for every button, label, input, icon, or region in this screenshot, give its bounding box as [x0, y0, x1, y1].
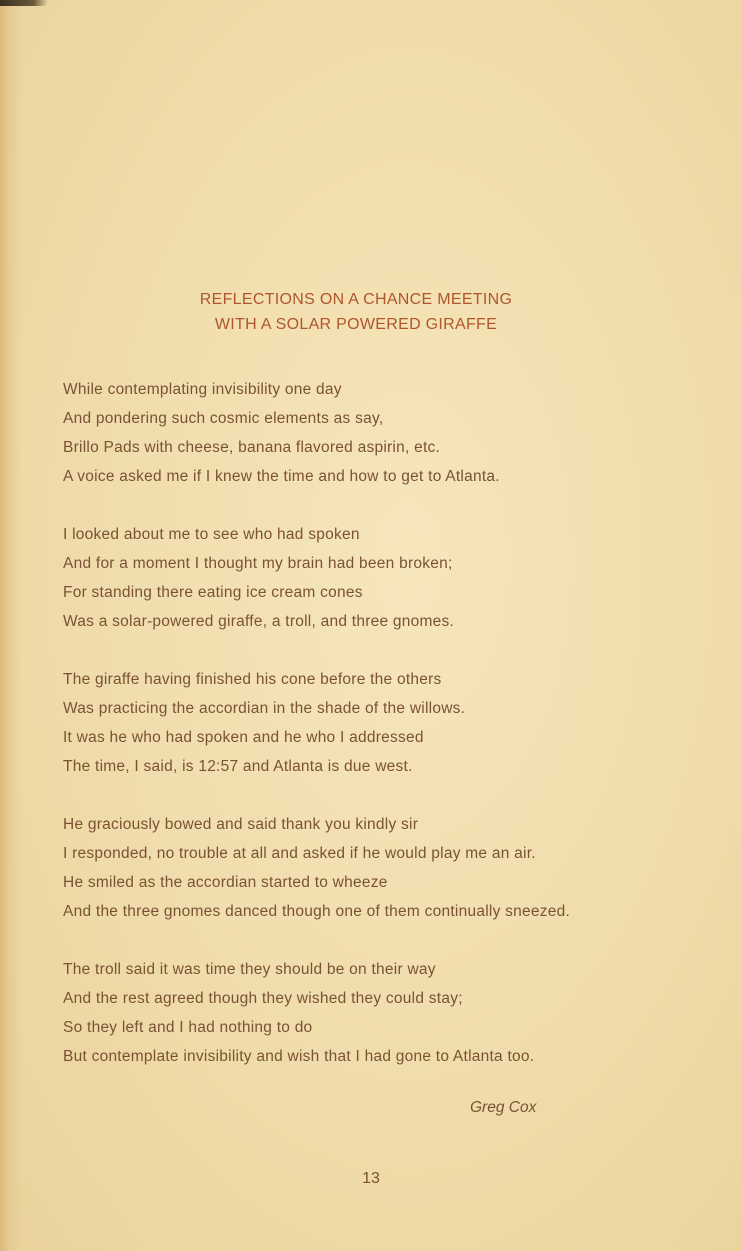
poem-line: And pondering such cosmic elements as say,: [63, 410, 384, 427]
page-edge-shadow: [0, 0, 22, 1251]
poem-line: And the three gnomes danced though one of them continually sneezed.: [63, 903, 571, 920]
poem-line: A voice asked me if I knew the time and how to get to Atlanta.: [63, 468, 500, 485]
poem-line: So they left and I had nothing to do: [63, 1019, 313, 1036]
poem-line: But contemplate invisibility and wish that I had gone to Atlanta too.: [63, 1048, 535, 1065]
poem-line: And the rest agreed though they wished they could stay;: [63, 990, 463, 1007]
poem-title: [0, 287, 712, 337]
poem-line: He graciously bowed and said thank you kindly sir: [63, 816, 419, 833]
poem-line: I looked about me to see who had spoken: [63, 526, 360, 543]
poem-line: It was he who had spoken and he who I addressed: [63, 729, 424, 746]
stanza-1: [63, 375, 703, 491]
poem-line: Brillo Pads with cheese, banana flavored aspirin, etc.: [63, 439, 441, 456]
poem-author: Greg Cox: [470, 1099, 537, 1116]
corner-mark: [0, 0, 48, 6]
poem-title-line-2: WITH A SOLAR POWERED GIRAFFE: [214, 316, 498, 333]
poem-line: The time, I said, is 12:57 and Atlanta is due west.: [63, 758, 413, 775]
poem-line: For standing there eating ice cream cones: [63, 584, 363, 601]
stanza-2: [63, 520, 703, 636]
poem-line: The giraffe having finished his cone before the others: [63, 671, 442, 688]
poem-line: While contemplating invisibility one day: [63, 381, 342, 398]
stanza-5: [63, 955, 703, 1071]
poem-line: The troll said it was time they should be on their way: [63, 961, 436, 978]
poem-line: He smiled as the accordian started to wheeze: [63, 874, 388, 891]
stanza-4: [63, 810, 703, 926]
poem-body: [63, 375, 703, 1100]
poem-title-line-1: REFLECTIONS ON A CHANCE MEETING: [199, 291, 513, 308]
stanza-3: [63, 665, 703, 781]
poem-line: And for a moment I thought my brain had been broken;: [63, 555, 453, 572]
poem-line: I responded, no trouble at all and asked if he would play me an air.: [63, 845, 536, 862]
page-number: 13: [362, 1170, 380, 1187]
poem-line: Was a solar-powered giraffe, a troll, and three gnomes.: [63, 613, 455, 630]
poem-line: Was practicing the accordian in the shade of the willows.: [63, 700, 466, 717]
